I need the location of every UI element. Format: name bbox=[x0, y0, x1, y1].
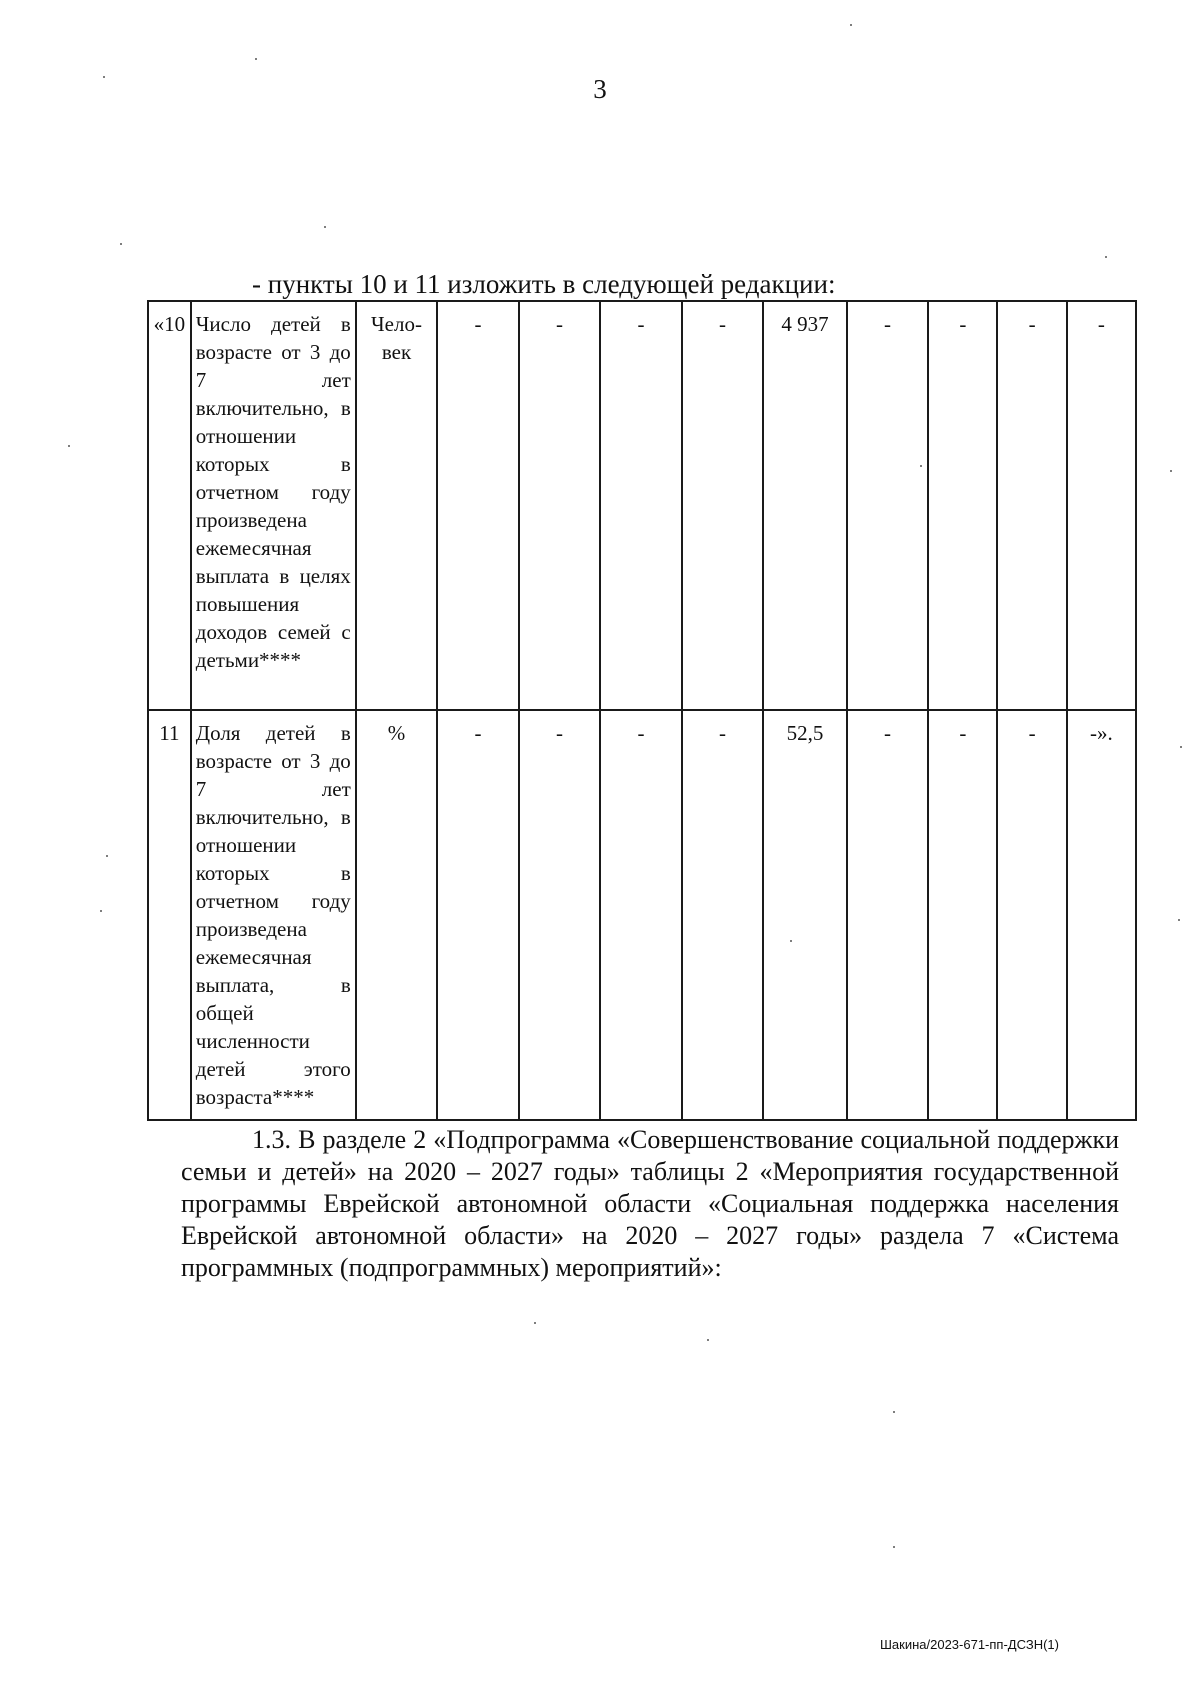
row-number: 11 bbox=[148, 710, 191, 1120]
unit-cell bbox=[356, 301, 437, 710]
intro-line: - пункты 10 и 11 изложить в следующей редакции: bbox=[252, 269, 836, 299]
scan-speck bbox=[790, 940, 792, 942]
scan-speck bbox=[100, 910, 102, 912]
unit-cell bbox=[356, 710, 437, 1120]
scan-speck bbox=[324, 226, 326, 228]
indicators-table bbox=[147, 300, 1137, 1121]
unit-text: % bbox=[387, 721, 406, 745]
value-cell: -». bbox=[1067, 710, 1136, 1120]
footer-document-code: Шакина/2023-671-пп-ДСЗН(1) bbox=[880, 1637, 1059, 1652]
scan-speck bbox=[106, 855, 108, 857]
table-row bbox=[148, 301, 1136, 710]
indicator-name-text: Число детей в возрасте от 3 до 7 лет включительно, в отношении которых в отчетном году произведена ежемесячная выплата в целях повышения доходов семей с детьми**** bbox=[195, 312, 351, 672]
value-cell: - bbox=[437, 710, 518, 1120]
indicator-name-text: Доля детей в возрасте от 3 до 7 лет включительно, в отношении которых в отчетном году произведена ежемесячная выплата, в общей численности детей этого возраста**** bbox=[195, 721, 351, 1109]
scan-speck bbox=[850, 24, 852, 26]
scan-speck bbox=[1170, 470, 1172, 472]
unit-text: Чело- век bbox=[371, 312, 422, 364]
value-cell: 52,5 bbox=[763, 710, 847, 1120]
scan-speck bbox=[255, 58, 257, 60]
value-cell: - bbox=[847, 301, 928, 710]
value-cell: - bbox=[600, 710, 681, 1120]
value-cell: - bbox=[1067, 301, 1136, 710]
value-cell: 4 937 bbox=[763, 301, 847, 710]
scan-speck bbox=[120, 243, 122, 245]
value-cell: - bbox=[997, 710, 1066, 1120]
row-number: «10 bbox=[148, 301, 191, 710]
page-number: 3 bbox=[593, 74, 607, 104]
value-cell: - bbox=[928, 710, 997, 1120]
value-cell: - bbox=[682, 301, 763, 710]
scan-speck bbox=[534, 1322, 536, 1324]
value-cell: - bbox=[437, 301, 518, 710]
value-cell: - bbox=[928, 301, 997, 710]
value-cell: - bbox=[600, 301, 681, 710]
scan-speck bbox=[1105, 256, 1107, 258]
table-row bbox=[148, 710, 1136, 1120]
value-cell: - bbox=[847, 710, 928, 1120]
scan-speck bbox=[68, 445, 70, 447]
indicator-name bbox=[191, 301, 356, 710]
value-cell: - bbox=[997, 301, 1066, 710]
value-cell: - bbox=[519, 710, 600, 1120]
value-cell: - bbox=[519, 301, 600, 710]
scan-speck bbox=[1178, 919, 1180, 921]
scan-speck bbox=[103, 76, 105, 78]
indicator-name bbox=[191, 710, 356, 1120]
scan-speck bbox=[1180, 746, 1182, 748]
paragraph-1-3: 1.3. В разделе 2 «Подпрограмма «Совершенствование социальной поддержки семьи и детей» на 2020 – 2027 годы» таблицы 2 «Мероприятия государственной программы Еврейской автономной области «Социальная поддержка населения Еврейской автономной области» на 2020 – 2027 годы» раздела 7 «Система программных (подпрограммных) мероприятий»: bbox=[181, 1125, 1119, 1282]
scan-speck bbox=[893, 1546, 895, 1548]
value-cell: - bbox=[682, 710, 763, 1120]
scan-speck bbox=[893, 1411, 895, 1413]
scan-speck bbox=[920, 465, 922, 467]
scan-speck bbox=[707, 1339, 709, 1341]
